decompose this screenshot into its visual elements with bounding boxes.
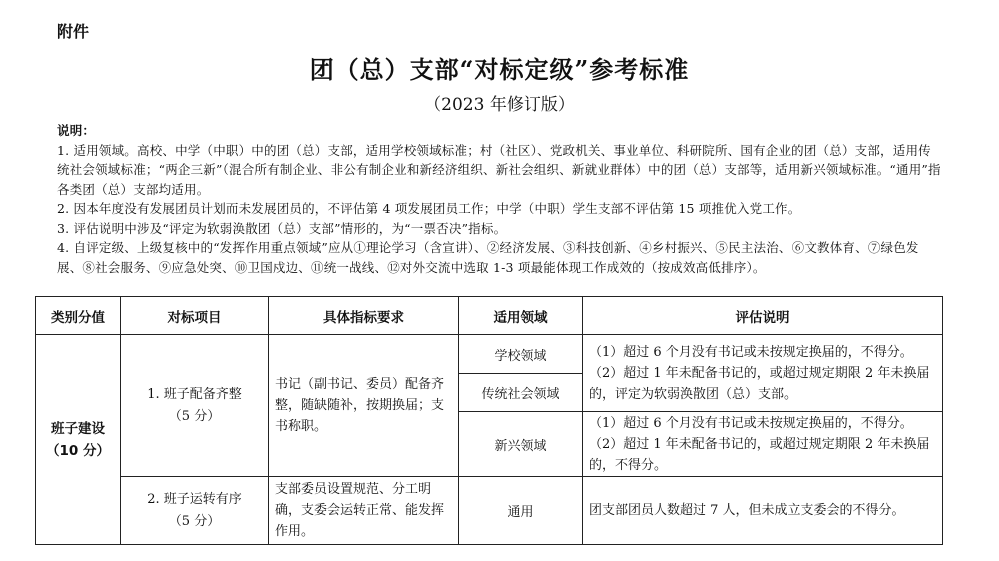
- category-cell: [36, 335, 121, 545]
- header-requirement: 具体指标要求: [269, 297, 459, 335]
- item-title: 2. 班子运转有序: [147, 491, 242, 507]
- requirement-cell: 支部委员设置规范、分工明确，支委会运转正常、能发挥作用。: [269, 477, 459, 545]
- note-item: 2. 因本年度没有发展团员计划而未发展团员的，不评估第 4 项发展团员工作；中学（中职）学生支部不评估第 15 项推优入党工作。: [57, 201, 801, 216]
- domain-cell: 新兴领域: [459, 412, 583, 477]
- evaluation-line: （2）超过 1 年未配备书记的，或超过规定期限 2 年未换届的，不得分。: [589, 436, 930, 473]
- category-score: （10 分）: [46, 442, 110, 459]
- table-row: [36, 477, 943, 545]
- item-cell: [121, 335, 269, 477]
- note-item: 3. 评估说明中涉及“评定为软弱涣散团（总）支部”情形的，为“一票否决”指标。: [57, 220, 507, 236]
- item-score: （5 分）: [168, 408, 221, 424]
- notes-section: [57, 121, 942, 277]
- table-row: [36, 335, 943, 374]
- notes-heading: 说明：: [57, 123, 96, 138]
- evaluation-line: （1）超过 6 个月没有书记或未按规定换届的，不得分。: [589, 415, 913, 431]
- evaluation-cell: [583, 412, 943, 477]
- domain-cell: 传统社会领域: [459, 374, 583, 412]
- requirement-cell: 书记（副书记、委员）配备齐整，随缺随补，按期换届；支书称职。: [269, 335, 459, 477]
- domain-cell: 通用: [459, 477, 583, 545]
- evaluation-line: （2）超过 1 年未配备书记的，或超过规定期限 2 年未换届的，评定为软弱涣散团（总）支部。: [589, 365, 930, 402]
- evaluation-cell: [583, 335, 943, 412]
- header-domain: 适用领域: [459, 297, 583, 335]
- item-cell: [121, 477, 269, 545]
- header-evaluation: 评估说明: [583, 297, 943, 335]
- item-title: 1. 班子配备齐整: [147, 386, 242, 402]
- attachment-label: 附件: [57, 22, 90, 41]
- standards-table: [35, 296, 943, 545]
- category-name: 班子建设: [51, 420, 105, 437]
- domain-cell: 学校领域: [459, 335, 583, 374]
- item-score: （5 分）: [168, 513, 221, 529]
- evaluation-line: （1）超过 6 个月没有书记或未按规定换届的，不得分。: [589, 344, 913, 360]
- note-item: 4. 自评定级、上级复核中的“发挥作用重点领域”应从①理论学习（含宣讲）、②经济发展、③科技创新、④乡村振兴、⑤民主法治、⑥文教体育、⑦绿色发展、⑧社会服务、⑨应急处突、⑩卫国戍边、⑪统一战线、⑫对外交流中选取 1-3 项最能体现工作成效的（按成效高低排序）。: [57, 240, 919, 275]
- document-title: 团（总）支部“对标定级”参考标准: [309, 55, 690, 84]
- document-subtitle: （2023 年修订版）: [424, 95, 575, 115]
- header-item: 对标项目: [121, 297, 269, 335]
- note-item: 1. 适用领域。高校、中学（中职）中的团（总）支部，适用学校领域标准；村（社区）、党政机关、事业单位、科研院所、国有企业的团（总）支部，适用传统社会领域标准；“两企三新”（混合所有制企业、非公有制企业和新经济组织、新社会组织、新就业群体）中的团（总）支部等，适用新兴领域标准。“通用”指各类团（总）支部均适用。: [57, 142, 941, 197]
- table-header-row: [36, 297, 943, 335]
- header-category: 类别分值: [36, 297, 121, 335]
- evaluation-cell: 团支部团员人数超过 7 人，但未成立支委会的不得分。: [583, 477, 943, 545]
